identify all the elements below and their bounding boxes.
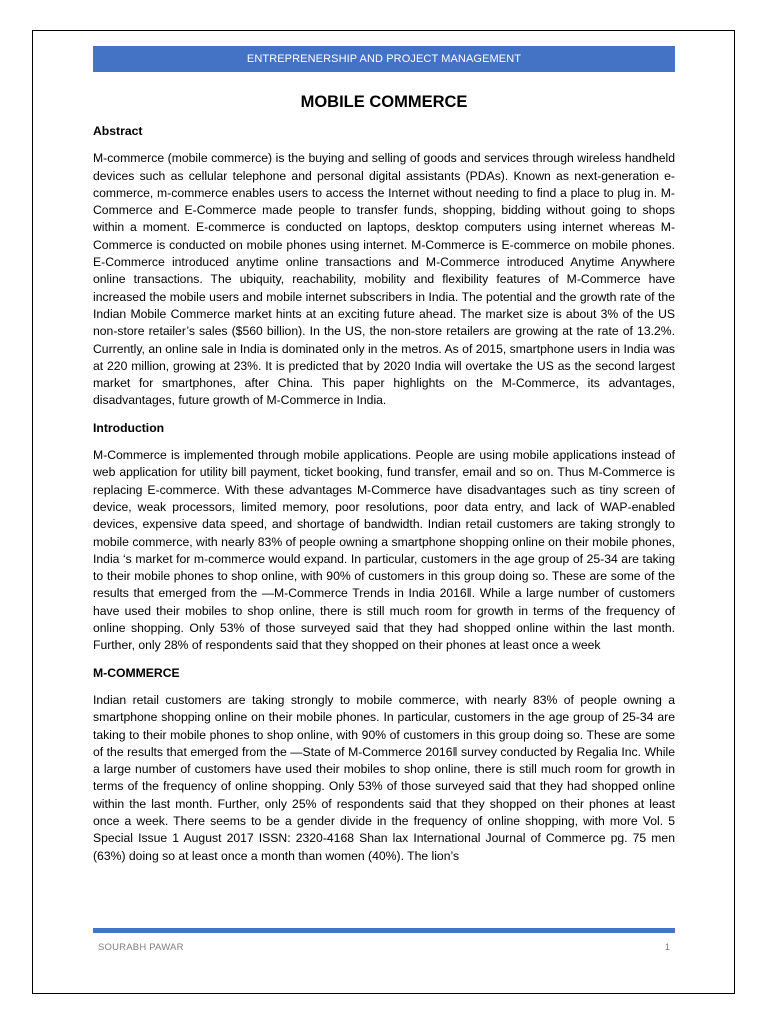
- introduction-paragraph: M-Commerce is implemented through mobile applications. People are using mobile applications instead of web application for utility bill payment, ticket booking, fund transfer, email and so on. Thus M-Commerce is replacing E-commerce. With these advantages M-Commerce have disadvantages such as tiny screen of device, weak processors, limited memory, poor resolutions, poor data entry, and lack of WAP-enabled devices, expensive data speed, and shortage of bandwidth. Indian retail customers are taking strongly to mobile commerce, with nearly 83% of people owning a smartphone shopping online on their mobile phones, India ‘s market for m-commerce would expand. In particular, customers in the age group of 25-34 are taking to their mobile phones to shop online, with 90% of customers in this group doing so. These are some of the results that emerged from the ―M-Commerce Trends in India 2016‖. While a large number of customers have used their mobiles to shop online, there is still much room for growth in terms of the frequency of online shopping. Only 53% of those surveyed said that they had shopped online within the last month. Further, only 28% of respondents said that they shopped on their phones at least once a week: [93, 448, 675, 653]
- m-commerce-heading: M-COMMERCE: [93, 665, 180, 680]
- footer-divider: [93, 928, 675, 933]
- abstract-heading: Abstract: [93, 124, 143, 138]
- m-commerce-paragraph: Indian retail customers are taking strongly to mobile commerce, with nearly 83% of people owning a smartphone shopping online on their mobile phones. In particular, customers in the age group of 25-34 are taking to their mobile phones to shop online, with 90% of customers in this group doing so. These are some of the results that emerged from the ―State of M-Commerce 2016‖ survey conducted by Regalia Inc. While a large number of customers have used their mobiles to shop online, there is still much room for growth in terms of the frequency of online shopping. Only 53% of those surveyed said that they had shopped online within the last month. Further, only 25% of respondents said that they shopped on their phones at least once a week. There seems to be a gender divide in the frequency of online shopping, with more Vol. 5 Special Issue 1 August 2017 ISSN: 2320-4168 Shan lax International Journal of Commerce pg. 75 men (63%) doing so at least once a month than women (40%). The lion’s: [93, 692, 675, 863]
- footer-author: SOURABH PAWAR: [98, 942, 184, 953]
- introduction-heading: Introduction: [93, 420, 165, 435]
- header-banner: ENTREPRENERSHIP AND PROJECT MANAGEMENT: [93, 46, 675, 72]
- abstract-paragraph: M-commerce (mobile commerce) is the buying and selling of goods and services through wireless handheld devices such as cellular telephone and personal digital assistants (PDAs). Known as next-generation e-commerce, m-commerce enables users to access the Internet without needing to find a place to plug in. M-Commerce and E-Commerce made people to transfer funds, shopping, bidding without going to shops within a moment. E-commerce is conducted on laptops, desktop computers using internet whereas M-Commerce is conducted on mobile phones using internet. M-Commerce is E-commerce on mobile phones. E-Commerce introduced anytime online transactions and M-Commerce introduced Anytime Anywhere online transactions. The ubiquity, reachability, mobility and flexibility features of M-Commerce have increased the mobile users and mobile internet subscribers in India. The potential and the growth rate of the Indian Mobile Commerce market hints at an exciting future ahead. The market size is about 3% of the US non-store retailer’s sales ($560 billion). In the US, the non-store retailers are growing at the rate of 13.2%. Currently, an online sale in India is dominated only in the metros. As of 2015, smartphone users in India was at 220 million, growing at 23%. It is predicted that by 2020 India will overtake the US as the second largest market for smartphones, after China. This paper highlights on the M-Commerce, its advantages, disadvantages, future growth of M-Commerce in India.: [93, 151, 675, 408]
- document-body: [93, 123, 675, 875]
- page-title: MOBILE COMMERCE: [300, 93, 468, 111]
- page-number: 1: [664, 942, 670, 953]
